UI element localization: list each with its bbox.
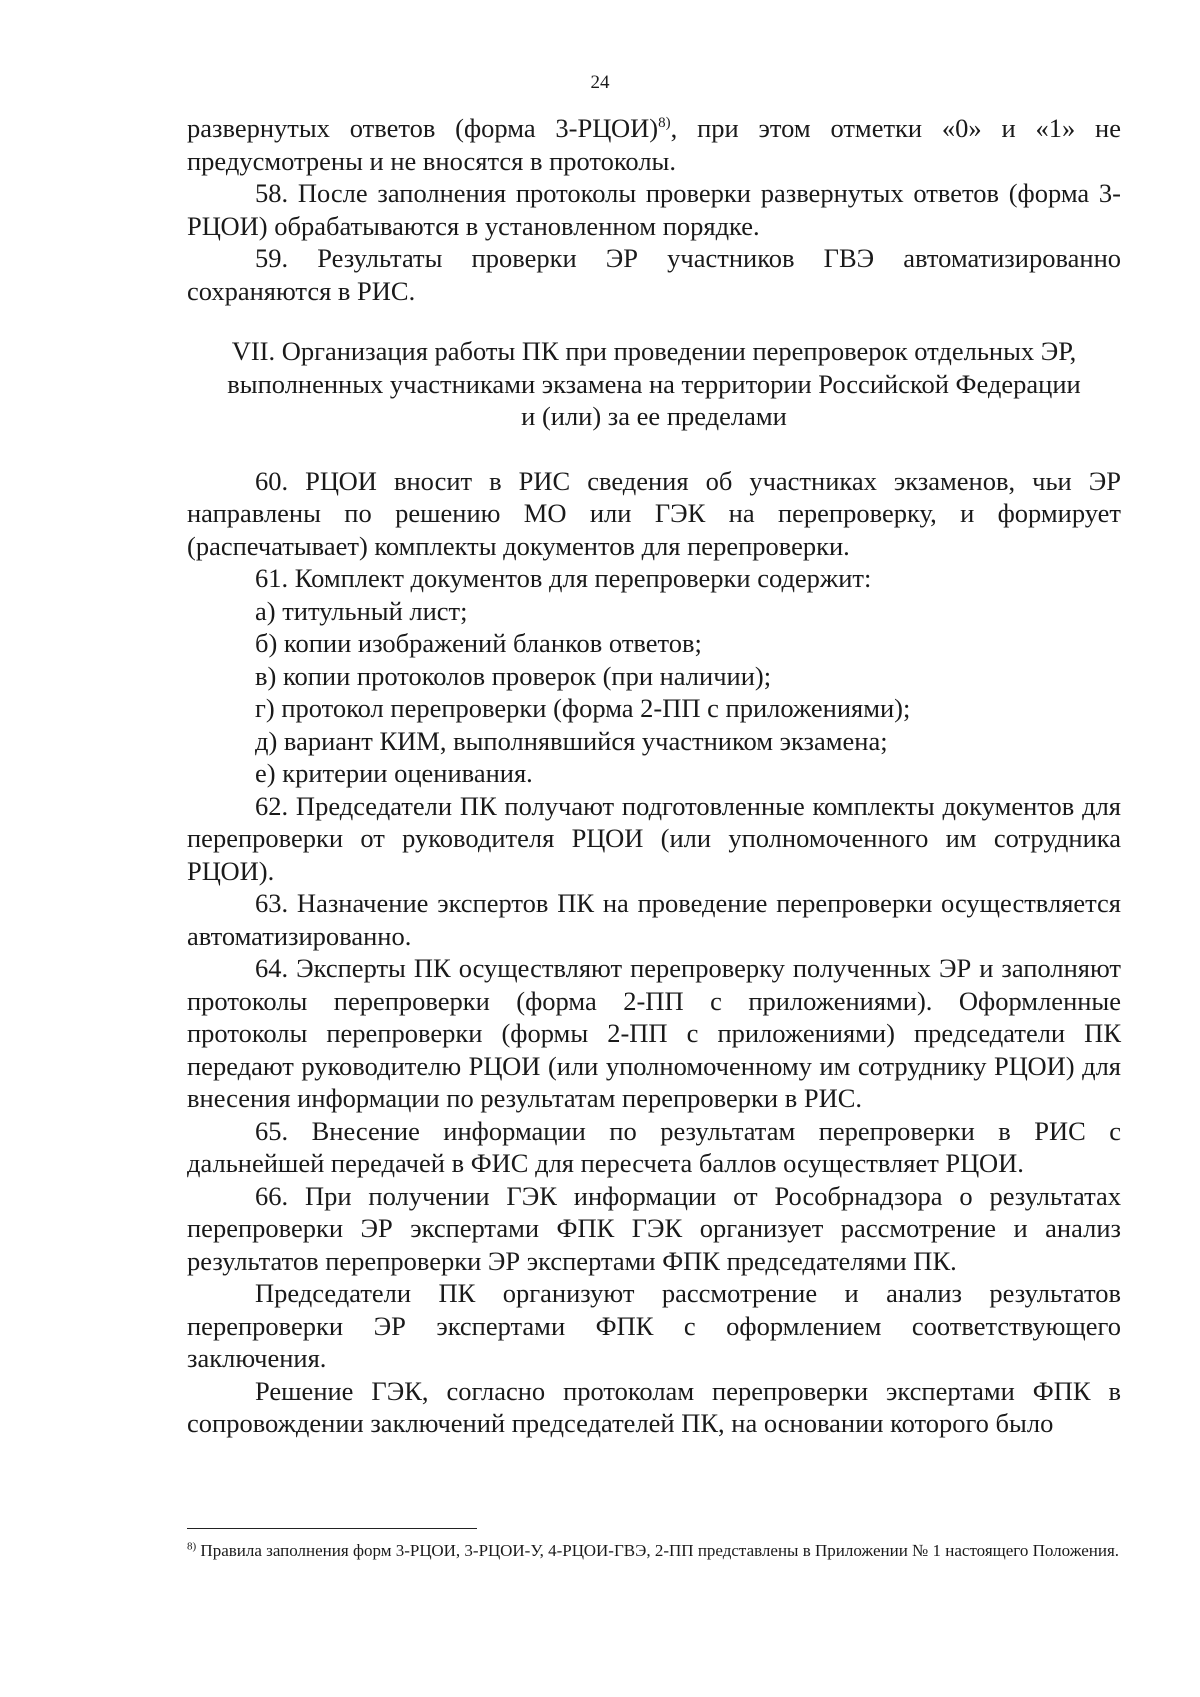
paragraph-64: 64. Эксперты ПК осуществляют перепроверку полученных ЭР и заполняют протоколы перепроверки (форма 2-ПП с приложениями). Оформленные протоколы перепроверки (формы 2-ПП с приложениями) председатели ПК передают руководителю РЦОИ (или уполномоченному им сотруднику РЦОИ) для внесения информации по результатам перепроверки в РИС. (187, 953, 1121, 1113)
page-number: 24 (590, 72, 610, 93)
footnote-reference: 8) (658, 115, 671, 132)
footnote-marker: 8) (187, 1540, 197, 1553)
paragraph-63: 63. Назначение экспертов ПК на проведение перепроверки осуществляется автоматизированно. (187, 888, 1121, 951)
paragraph-57-continuation (187, 112, 1121, 177)
list-item: д) вариант КИМ, выполнявшийся участником экзамена; (255, 725, 888, 756)
paragraph-chairs: Председатели ПК организуют рассмотрение и анализ результатов перепроверки ЭР экспертами ФПК с оформлением соответствующего заключения. (187, 1278, 1121, 1373)
paragraph-61: 61. Комплект документов для перепроверки содержит: (255, 563, 872, 593)
list-item: б) копии изображений бланков ответов; (255, 628, 702, 658)
list-item: а) титульный лист; (255, 595, 468, 626)
document-list (187, 595, 1121, 790)
paragraph-62: 62. Председатели ПК получают подготовленные комплекты документов для перепроверки от руководителя РЦОИ (или уполномоченного им сотрудника РЦОИ). (187, 790, 1121, 886)
paragraph-58: 58. После заполнения протоколы проверки развернутых ответов (форма 3-РЦОИ) обрабатываются в установленном порядке. (187, 178, 1121, 241)
paragraph-text: , при этом отметки «0» и «1» не предусмотрены и не вносятся в протоколы. (187, 113, 1122, 176)
paragraph-text: развернутых ответов (форма 3-РЦОИ) (187, 113, 659, 143)
paragraph-60: 60. РЦОИ вносит в РИС сведения об участниках экзаменов, чьи ЭР направлены по решению МО или ГЭК на перепроверку, и формирует (распечатывает) комплекты документов для перепроверки. (187, 465, 1121, 561)
paragraph-59: 59. Результаты проверки ЭР участников ГВЭ автоматизированно сохраняются в РИС. (187, 243, 1121, 306)
list-item: е) критерии оценивания. (255, 758, 533, 788)
footnote (187, 1540, 1121, 1562)
paragraph-gek-decision: Решение ГЭК, согласно протоколам перепроверки экспертами ФПК в сопровождении заключений председателей ПК, на основании которого было (187, 1375, 1121, 1438)
paragraph-66: 66. При получении ГЭК информации от Рособрнадзора о результатах перепроверки ЭР экспертами ФПК ГЭК организует рассмотрение и анализ результатов перепроверки ЭР экспертами ФПК председателями ПК. (187, 1180, 1121, 1276)
document-body (187, 112, 1121, 1440)
paragraph-65: 65. Внесение информации по результатам перепроверки в РИС с дальнейшей передачей в ФИС для пересчета баллов осуществляет РЦОИ. (187, 1115, 1121, 1178)
footnote-divider (187, 1528, 477, 1529)
section-heading: VII. Организация работы ПК при проведении перепроверок отдельных ЭР, выполненных участниками экзамена на территории Российской Федерации и (или) за ее пределами (227, 336, 1081, 431)
footnote-text: Правила заполнения форм 3-РЦОИ, 3-РЦОИ-У, 4-РЦОИ-ГВЭ, 2-ПП представлены в Приложении № 1 настоящего Положения. (196, 1541, 1120, 1560)
list-item: в) копии протоколов проверок (при наличии); (255, 660, 772, 691)
list-item: г) протокол перепроверки (форма 2-ПП с приложениями); (255, 693, 911, 723)
